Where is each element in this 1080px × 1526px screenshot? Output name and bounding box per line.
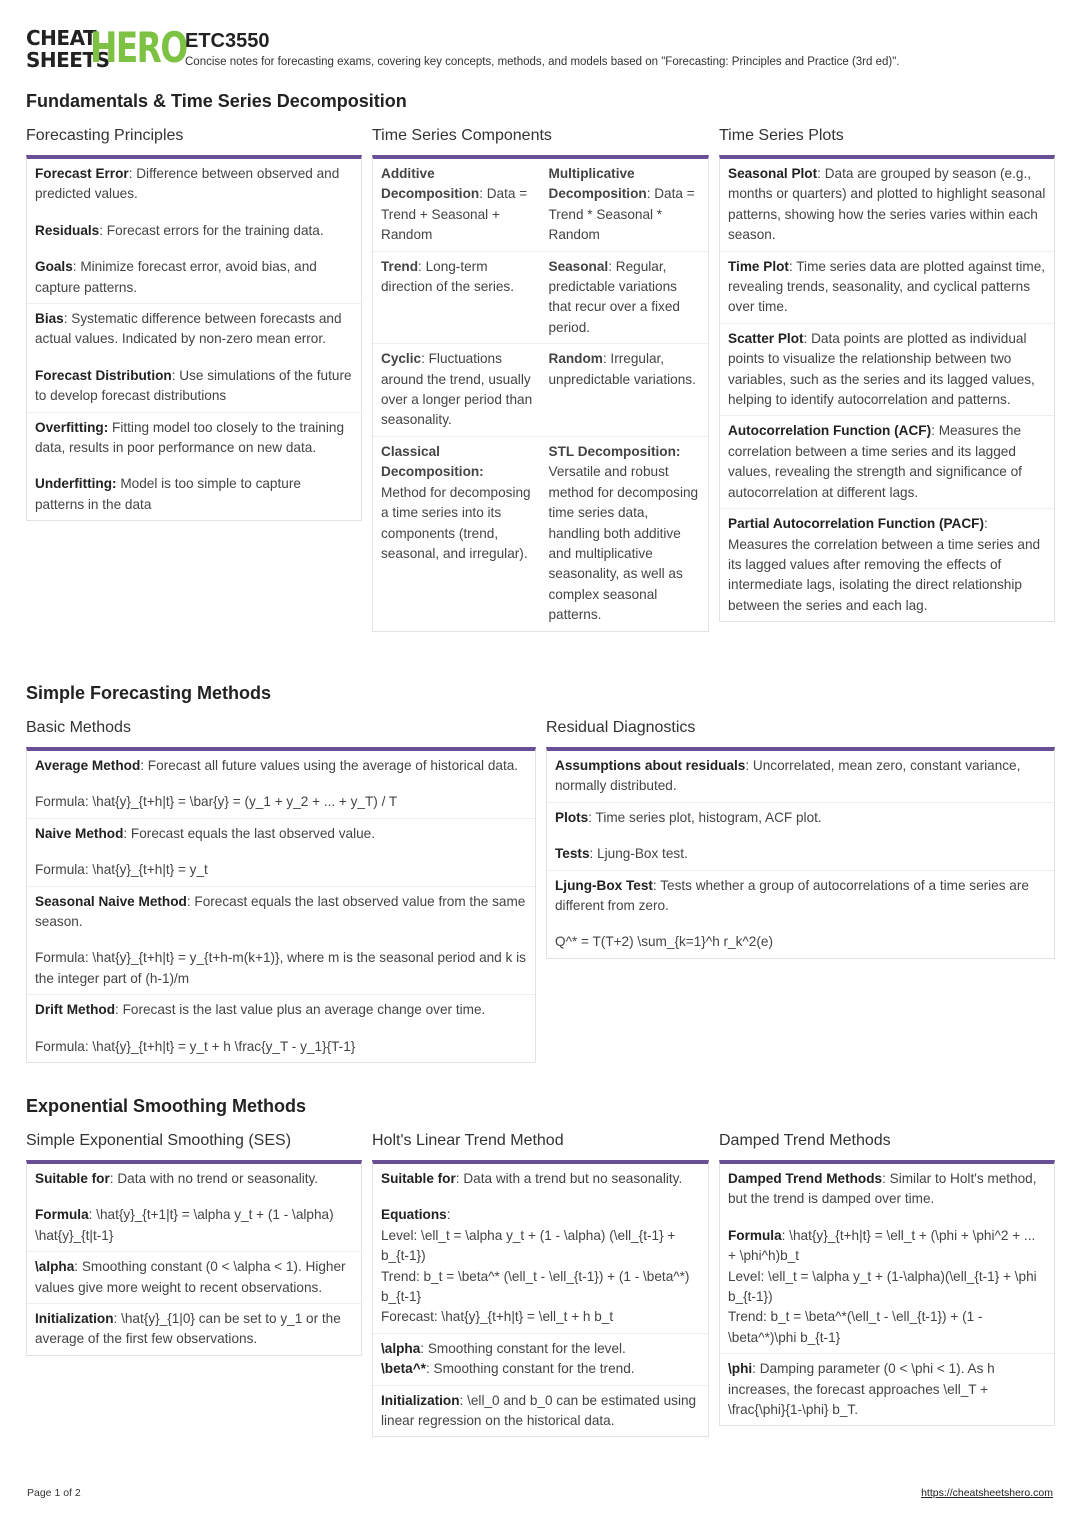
list-item: Initialization: \hat{y}_{1|0} can be set to y_1 or the average of the first few observations. [35, 1311, 341, 1347]
subtitle-time-series-components: Time Series Components [372, 127, 552, 144]
list-item: Damped Trend Methods: Similar to Holt's method, but the trend is damped over time. Formula: \hat{y}_{t+h|t} = \ell_t + (\phi + \phi^2 + ... + \phi^h)b_t Level: \ell_t = \alpha y_t + (1-\alpha)(\ell_{t-1} + \phi b_{t-1}) Trend: b_t = \beta^*(\ell_t - \ell_{t-1}) + (1 - \beta^*)\phi b_{t-1} [720, 1164, 1054, 1354]
cheatsheetshero-logo[interactable] [26, 23, 187, 72]
card-residual-diagnostics [546, 747, 1055, 959]
subtitle-time-series-plots: Time Series Plots [719, 127, 844, 144]
document-title: ETC3550 [185, 30, 270, 52]
card-time-series-components [372, 155, 709, 632]
card-damped-trend [719, 1160, 1055, 1426]
site-link[interactable]: https://cheatsheetshero.com [921, 1487, 1053, 1499]
list-item: \phi: Damping parameter (0 < \phi < 1). As h increases, the forecast approaches \ell_T + \frac{\phi}{1-\phi} b_T. [728, 1361, 995, 1418]
card-holt [372, 1160, 709, 1437]
list-item: \alpha: Smoothing constant for the level. \beta^*: Smoothing constant for the trend. [373, 1334, 708, 1386]
list-item: Forecast Error: Difference between observed and predicted values. Residuals: Forecast errors for the training data. Goals: Minimize forecast error, avoid bias, and capture patterns. [27, 159, 361, 304]
page-number: Page 1 of 2 [27, 1487, 81, 1499]
section-title-fundamentals: Fundamentals & Time Series Decomposition [26, 91, 407, 111]
subtitle-damped-trend: Damped Trend Methods [719, 1132, 891, 1149]
subtitle-basic-methods: Basic Methods [26, 719, 131, 736]
card-basic-methods [26, 747, 536, 1063]
logo-sheets-text: SHEETS [26, 48, 110, 72]
list-item: Seasonal Naive Method: Forecast equals the last observed value from the same season. Formula: \hat{y}_{t+h|t} = y_{t+h-m(k+1)}, where m is the seasonal period and k is the integer part of (h-1)/m [27, 887, 535, 996]
list-item: Initialization: \ell_0 and b_0 can be estimated using linear regression on the historical data. [381, 1392, 697, 1429]
section-title-exponential-smoothing: Exponential Smoothing Methods [26, 1096, 306, 1116]
card-time-series-plots [719, 155, 1055, 622]
grid-cell: Multiplicative Decomposition: Data = Trend * Seasonal * Random [541, 159, 709, 252]
subtitle-holt: Holt's Linear Trend Method [372, 1132, 564, 1149]
list-item: Scatter Plot: Data points are plotted as individual points to visualize the relationship between two variables, such as the series and its lagged values, helping to identify autocorrelation and patterns. [720, 324, 1054, 417]
grid-cell: Additive Decomposition: Data = Trend + Seasonal + Random [373, 159, 541, 252]
grid-cell: Trend: Long-term direction of the series. [373, 252, 541, 345]
list-item: Time Plot: Time series data are plotted against time, revealing trends, seasonality, and cyclical patterns over time. [720, 252, 1054, 324]
list-item: Suitable for: Data with a trend but no seasonality. Equations: Level: \ell_t = \alpha y_t + (1 - \alpha) (\ell_{t-1} + b_{t-1}) Trend: b_t = \beta^* (\ell_t - \ell_{t-1}) + (1 - \beta^*) b_{t-1} Forecast: \hat{y}_{t+h|t} = \ell_t + h b_t [373, 1164, 708, 1334]
list-item: Ljung-Box Test: Tests whether a group of autocorrelations of a time series are different from zero. Q^* = T(T+2) \sum_{k=1}^h r_k^2(e) [555, 877, 1029, 950]
grid-cell: Seasonal: Regular, predictable variations that recur over a fixed period. [541, 252, 709, 345]
grid-cell: Cyclic: Fluctuations around the trend, usually over a longer period than seasonality. [373, 344, 541, 437]
page-header [26, 23, 1056, 76]
section-title-simple-methods: Simple Forecasting Methods [26, 683, 272, 703]
card-forecasting-principles [26, 155, 362, 521]
list-item: Seasonal Plot: Data are grouped by season (e.g., months or quarters) and plotted to highlight seasonal patterns, showing how the series varies within each season. [720, 159, 1054, 252]
card-ses [26, 1160, 362, 1356]
subtitle-residual-diagnostics: Residual Diagnostics [546, 719, 696, 736]
list-item: Naive Method: Forecast equals the last observed value. Formula: \hat{y}_{t+h|t} = y_t [27, 819, 535, 887]
list-item: Bias: Systematic difference between forecasts and actual values. Indicated by non-zero mean error. Forecast Distribution: Use simulations of the future to develop forecast distributions [27, 304, 361, 413]
grid-cell: Random: Irregular, unpredictable variations. [541, 344, 709, 437]
logo-cheat-text: CHEAT [26, 26, 97, 50]
list-item: Autocorrelation Function (ACF): Measures the correlation between a time series and its lagged values, revealing the strength and significance of autocorrelation at different lags. [720, 416, 1054, 509]
list-item: \alpha: Smoothing constant (0 < \alpha < 1). Higher values give more weight to recent observations. [27, 1252, 361, 1304]
grid-cell: Classical Decomposition: Method for decomposing a time series into its components (trend, seasonal, and irregular). [381, 443, 531, 561]
list-item: Average Method: Forecast all future values using the average of historical data. Formula: \hat{y}_{t+h|t} = \bar{y} = (y_1 + y_2 + ... + y_T) / T [27, 751, 535, 819]
list-item: Assumptions about residuals: Uncorrelated, mean zero, constant variance, normally distributed. [547, 751, 1054, 803]
subtitle-forecasting-principles: Forecasting Principles [26, 127, 184, 144]
list-item: Drift Method: Forecast is the last value plus an average change over time. Formula: \hat{y}_{t+h|t} = y_t + h \frac{y_T - y_1}{T-1} [35, 1002, 486, 1054]
document-description: Concise notes for forecasting exams, covering key concepts, methods, and models based on "Forecasting: Principles and Practice (3rd ed)". [185, 56, 900, 68]
list-item: Partial Autocorrelation Function (PACF): Measures the correlation between a time series and its lagged values after removing the effects of intermediate lags, isolating the direct relationship between the series and each lag. [728, 516, 1041, 613]
subtitle-ses: Simple Exponential Smoothing (SES) [26, 1132, 292, 1149]
list-item: Overfitting: Fitting model too closely to the training data, results in poor performance on new data. Underfitting: Model is too simple to capture patterns in the data [35, 419, 345, 512]
grid-cell: STL Decomposition: Versatile and robust method for decomposing time series data, handling both additive and multiplicative seasonality, as well as complex seasonal patterns. [548, 443, 699, 623]
list-item: Plots: Time series plot, histogram, ACF plot. Tests: Ljung-Box test. [547, 803, 1054, 871]
list-item: Suitable for: Data with no trend or seasonality. Formula: \hat{y}_{t+1|t} = \alpha y_t + (1 - \alpha) \hat{y}_{t|t-1} [27, 1164, 361, 1252]
logo-hero-text: HERO [90, 23, 187, 72]
